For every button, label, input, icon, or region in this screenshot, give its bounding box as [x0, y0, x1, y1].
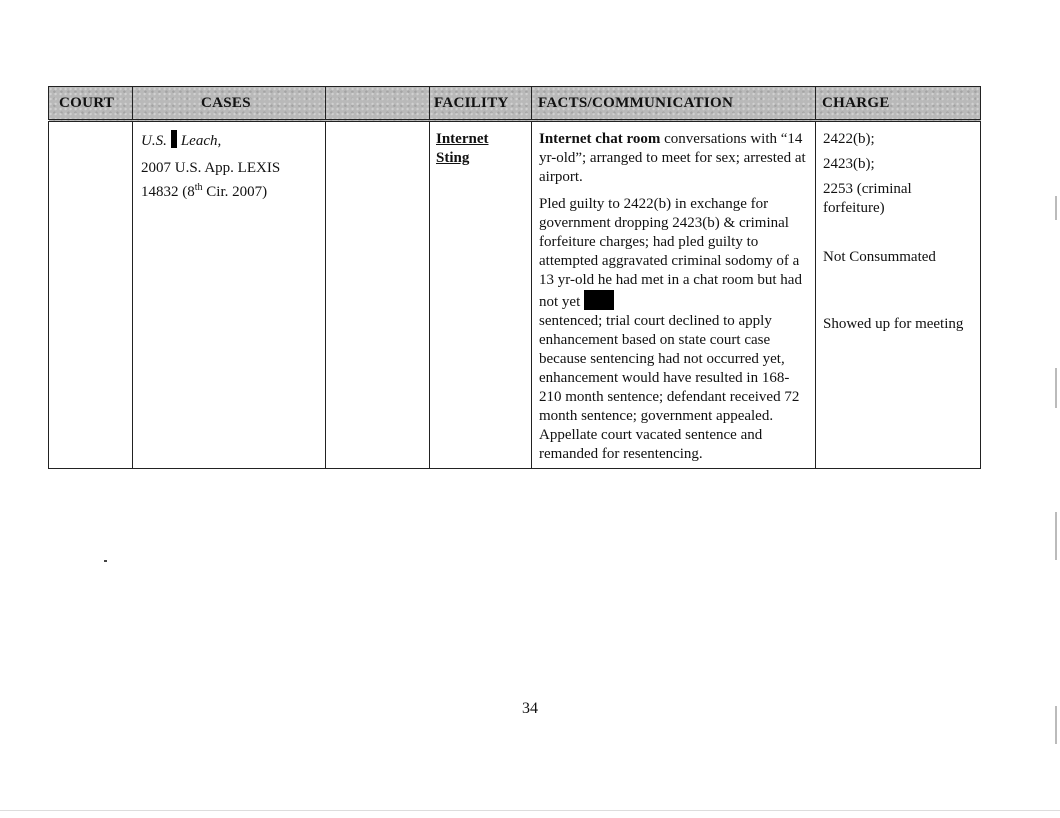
header-court-label: COURT: [59, 95, 115, 111]
header-charge: [816, 87, 981, 121]
citation-line-1: 2007 U.S. App. LEXIS: [141, 160, 281, 176]
table-header-row: [49, 87, 981, 121]
scan-edge-mark: [1055, 196, 1057, 220]
redaction-bar: [171, 130, 177, 148]
facts-cell: [532, 121, 816, 469]
facility-line-1: Internet: [436, 131, 489, 147]
case-table: [48, 86, 981, 469]
redaction-block: [584, 290, 614, 310]
header-cases-label: CASES: [201, 95, 251, 111]
facts-highlight: Internet chat room: [539, 131, 661, 147]
case-name: [141, 130, 319, 151]
citation-line-2-end: Cir. 2007): [202, 184, 268, 200]
charge-2253: 2253 (criminal forfeiture): [823, 181, 912, 216]
facility-cell: [430, 121, 532, 469]
charge-2423b: 2423(b);: [823, 156, 875, 172]
facts-p1-text: conversations with “14 yr-old”; arranged to meet for sex; arrested at airport.: [539, 131, 806, 185]
case-citation: [141, 159, 319, 202]
page-number: 34: [522, 700, 538, 717]
case-name-suffix: Leach,: [180, 133, 222, 149]
court-text: [49, 122, 132, 134]
header-facility: [430, 87, 532, 121]
scan-speck: [104, 560, 107, 562]
charge-showed-up: Showed up for meeting: [823, 316, 964, 332]
charge-cell: [816, 121, 981, 469]
facts-p2-text-b: sentenced; trial court declined to apply enhancement based on state court case because sentencing had not occurred yet, enhancement would have resulted in 168-210 month sentence; defendant received 72 month sentence; government appealed. Appellate court vacated sentence and remanded for resentencing.: [539, 313, 800, 462]
header-facts-label: FACTS/COMMUNICATION: [538, 95, 734, 111]
case-name-prefix: U.S.: [141, 133, 167, 149]
header-court: [49, 87, 133, 121]
header-facility-label: FACILITY: [434, 95, 509, 111]
facts-paragraph-1: [539, 130, 809, 187]
blank-cell: [326, 121, 430, 469]
table-row: [49, 121, 981, 469]
facts-paragraph-2: [539, 195, 809, 464]
charge-2422b: 2422(b);: [823, 131, 875, 147]
header-charge-label: CHARGE: [822, 95, 890, 111]
blank-text: [326, 122, 429, 134]
header-blank: [326, 87, 430, 121]
facility-line-2: Sting: [436, 150, 470, 166]
citation-line-2: 14832 (8: [141, 184, 195, 200]
page-bottom-line: [0, 810, 1060, 811]
header-blank-label: [326, 87, 429, 95]
facts-p2-text-a: Pled guilty to 2422(b) in exchange for government dropping 2423(b) & criminal forfeiture charges; had pled guilty to attempted aggravated criminal sodomy of a 13 yr-old he had met in a chat room but had not yet: [539, 196, 802, 310]
court-cell: [49, 121, 133, 469]
header-cases: [133, 87, 326, 121]
case-cell: [133, 121, 326, 469]
citation-superscript: th: [194, 182, 203, 193]
header-facts: [532, 87, 816, 121]
charge-not-consummated: Not Consummated: [823, 249, 936, 265]
scan-edge-mark: [1055, 512, 1057, 560]
scan-edge-mark: [1055, 368, 1057, 408]
